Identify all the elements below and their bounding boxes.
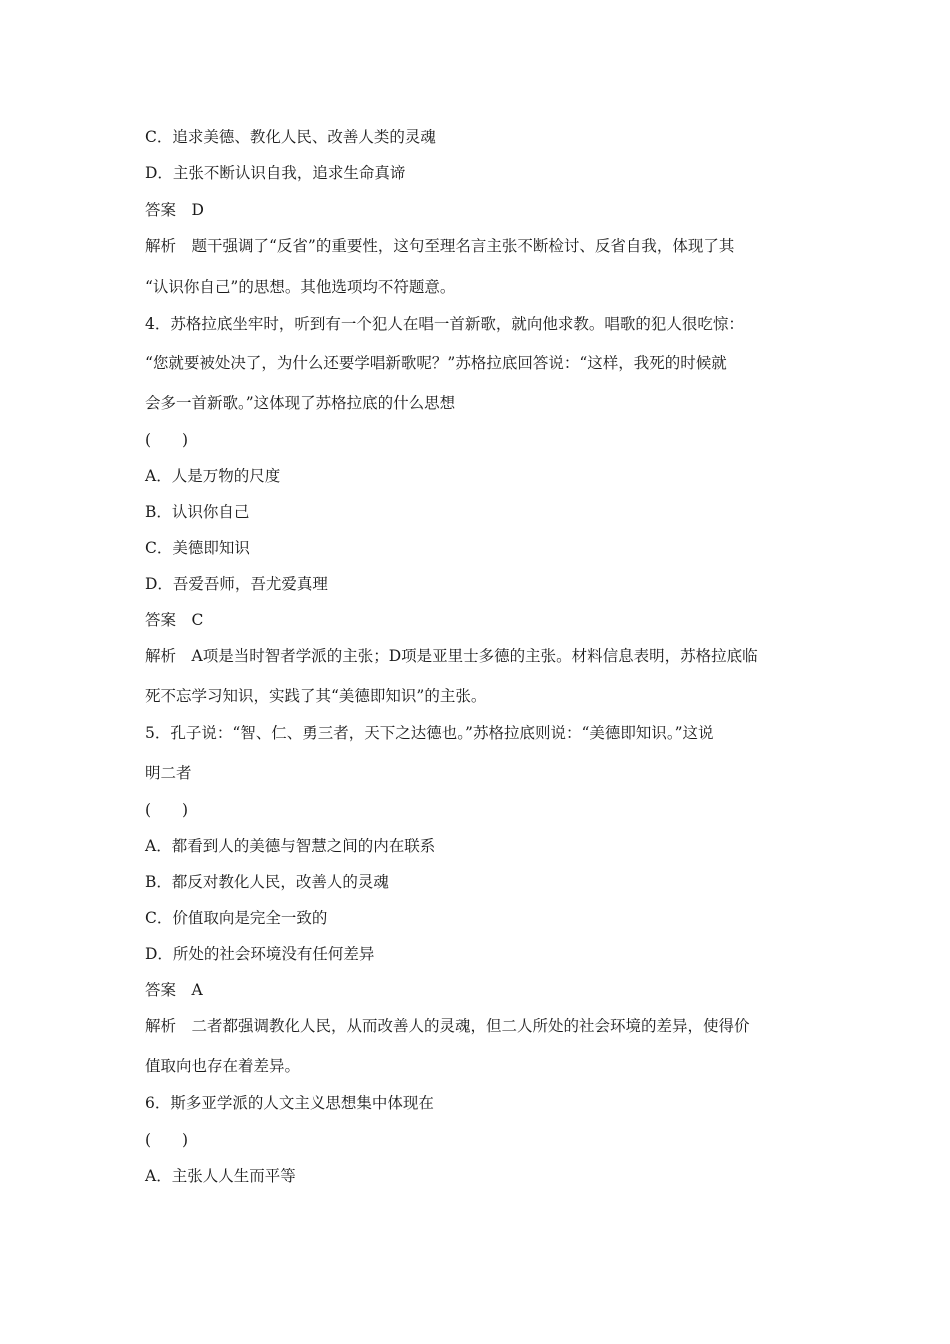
answer-blank-q5: ( ) <box>145 801 189 819</box>
option-a-q6: A．主张人人生而平等 <box>145 1167 296 1185</box>
option-c-q3: C．追求美德、教化人民、改善人类的灵魂 <box>145 128 436 146</box>
question-5-line1: 5．孔子说：“智、仁、勇三者，天下之达德也。”苏格拉底则说：“美德即知识。”这说 <box>145 724 714 742</box>
answer-q3: 答案 D <box>145 201 204 219</box>
option-c-q4: C．美德即知识 <box>145 539 250 557</box>
question-4-line3: 会多一首新歌。”这体现了苏格拉底的什么思想 <box>145 394 456 412</box>
answer-blank-q4: ( ) <box>145 431 189 449</box>
option-b-q4: B．认识你自己 <box>145 503 250 521</box>
option-d-q5: D．所处的社会环境没有任何差异 <box>145 945 375 963</box>
question-4-line2: “您就要被处决了，为什么还要学唱新歌呢？”苏格拉底回答说：“这样，我死的时候就 <box>145 354 727 372</box>
analysis-q4-line2: 死不忘学习知识，实践了其“美德即知识”的主张。 <box>145 687 487 705</box>
question-6-line1: 6．斯多亚学派的人文主义思想集中体现在 <box>145 1094 434 1112</box>
analysis-q5-line2: 值取向也存在着差异。 <box>145 1057 301 1075</box>
option-b-q5: B．都反对教化人民，改善人的灵魂 <box>145 873 389 891</box>
option-d-q3: D．主张不断认识自我，追求生命真谛 <box>145 164 406 182</box>
question-4-line1: 4．苏格拉底坐牢时，听到有一个犯人在唱一首新歌，就向他求教。唱歌的犯人很吃惊： <box>145 315 744 333</box>
analysis-q3-line2: “认识你自己”的思想。其他选项均不符题意。 <box>145 278 456 296</box>
option-a-q4: A．人是万物的尺度 <box>145 467 281 485</box>
answer-q4: 答案 C <box>145 611 204 629</box>
analysis-q3-line1: 解析 题干强调了“反省”的重要性，这句至理名言主张不断检讨、反省自我，体现了其 <box>145 237 735 255</box>
analysis-q5-line1: 解析 二者都强调教化人民，从而改善人的灵魂，但二人所处的社会环境的差异，使得价 <box>145 1017 750 1035</box>
analysis-q4-line1: 解析 A项是当时智者学派的主张；D项是亚里士多德的主张。材料信息表明，苏格拉底临 <box>145 647 758 665</box>
question-5-line2: 明二者 <box>145 764 192 782</box>
answer-blank-q6: ( ) <box>145 1131 189 1149</box>
answer-q5: 答案 A <box>145 981 203 999</box>
option-a-q5: A．都看到人的美德与智慧之间的内在联系 <box>145 837 436 855</box>
option-d-q4: D．吾爱吾师，吾尤爱真理 <box>145 575 328 593</box>
option-c-q5: C．价值取向是完全一致的 <box>145 909 328 927</box>
